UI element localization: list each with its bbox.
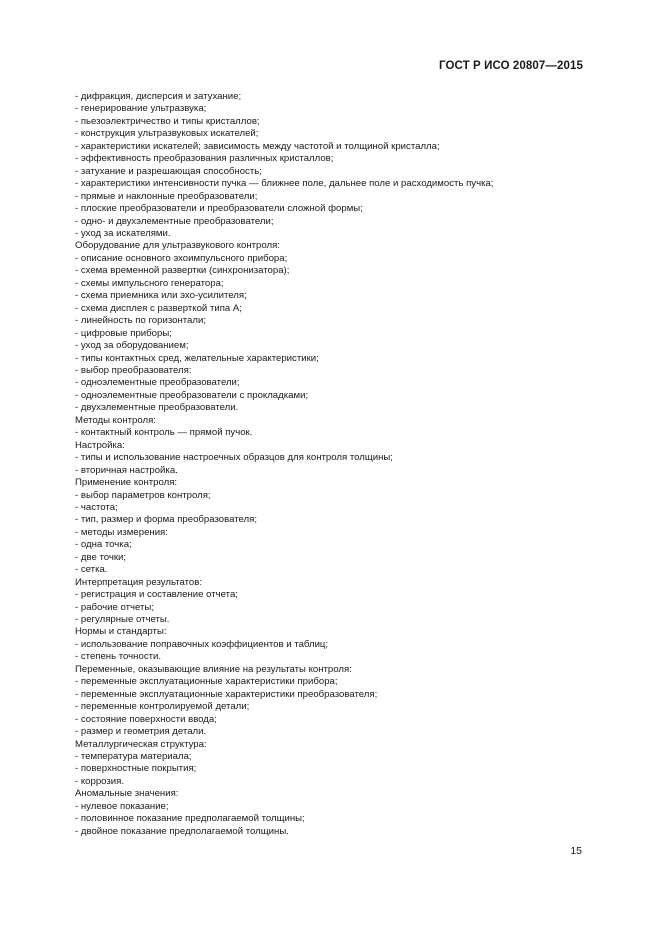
page-number: 15 bbox=[570, 845, 582, 857]
text-line: - размер и геометрия детали. bbox=[75, 726, 207, 738]
text-line: - вторичная настройка. bbox=[75, 464, 178, 476]
text-line: - схемы импульсного генератора; bbox=[75, 277, 224, 289]
text-line: - переменные эксплуатационные характеристики преобразователя; bbox=[75, 688, 378, 700]
text-line: - схема дисплея с разверткой типа А; bbox=[75, 302, 242, 314]
text-line: - частота; bbox=[75, 501, 118, 513]
text-line: - контактный контроль — прямой пучок. bbox=[75, 427, 253, 439]
document-body bbox=[75, 91, 595, 838]
text-line: Интерпретация результатов: bbox=[75, 576, 203, 588]
text-line: - нулевое показание; bbox=[75, 800, 169, 812]
text-line: - одно- и двухэлементные преобразователи; bbox=[75, 215, 274, 227]
text-line: - цифровые приборы; bbox=[75, 327, 172, 339]
text-line: - характеристики интенсивности пучка — ближнее поле, дальнее поле и расходимость пучка; bbox=[75, 178, 494, 190]
text-line: - регистрация и составление отчета; bbox=[75, 589, 238, 601]
text-line: - две точки; bbox=[75, 551, 127, 563]
text-line: Методы контроля: bbox=[75, 414, 156, 426]
text-line: Переменные, оказывающие влияние на результаты контроля: bbox=[75, 663, 352, 675]
text-line: - схема приемника или эхо-усилителя; bbox=[75, 290, 247, 302]
text-line: - одна точка; bbox=[75, 539, 132, 551]
text-line: Применение контроля: bbox=[75, 477, 178, 489]
text-line: - генерирование ультразвука; bbox=[75, 103, 207, 115]
text-line: - плоские преобразователи и преобразователи сложной формы; bbox=[75, 203, 363, 215]
text-line: - температура материала; bbox=[75, 751, 192, 763]
text-line: - переменные эксплуатационные характеристики прибора; bbox=[75, 676, 338, 688]
text-line: - переменные контролируемой детали; bbox=[75, 701, 250, 713]
text-line: Металлургическая структура: bbox=[75, 738, 207, 750]
text-line: - типы и использование настроечных образцов для контроля толщины; bbox=[75, 452, 393, 464]
text-line: - эффективность преобразования различных кристаллов; bbox=[75, 153, 334, 165]
text-line: - двухэлементные преобразователи. bbox=[75, 402, 239, 414]
text-line: - тип, размер и форма преобразователя; bbox=[75, 514, 257, 526]
text-line: - пьезоэлектричество и типы кристаллов; bbox=[75, 115, 260, 127]
text-line: - коррозия. bbox=[75, 775, 125, 787]
text-line: - состояние поверхности ввода; bbox=[75, 713, 217, 725]
text-line: - типы контактных сред, желательные характеристики; bbox=[75, 352, 319, 364]
text-line: - регулярные отчеты. bbox=[75, 614, 170, 626]
text-line: - выбор параметров контроля; bbox=[75, 489, 211, 501]
text-line: Настройка: bbox=[75, 439, 125, 451]
text-line: - описание основного эхоимпульсного прибора; bbox=[75, 252, 288, 264]
text-line: - двойное показание предполагаемой толщины. bbox=[75, 825, 289, 837]
text-line: - уход за искателями. bbox=[75, 227, 171, 239]
document-header: ГОСТ Р ИСО 20807—2015 bbox=[438, 60, 583, 72]
text-line: - линейность по горизонтали; bbox=[75, 315, 206, 327]
text-line: - дифракция, дисперсия и затухание; bbox=[75, 91, 242, 102]
text-line: Оборудование для ультразвукового контроля: bbox=[75, 240, 280, 252]
text-line: - конструкция ультразвуковых искателей; bbox=[75, 128, 259, 140]
text-line: - степень точности. bbox=[75, 651, 162, 663]
text-line: - затухание и разрешающая способность; bbox=[75, 165, 262, 177]
text-line: - рабочие отчеты; bbox=[75, 601, 154, 613]
text-line: - одноэлементные преобразователи; bbox=[75, 377, 240, 389]
text-line: - выбор преобразователя: bbox=[75, 364, 192, 376]
text-line: - использование поправочных коэффициентов и таблиц; bbox=[75, 638, 329, 650]
text-line: Аномальные значения: bbox=[75, 788, 179, 800]
text-line: - поверхностные покрытия; bbox=[75, 763, 197, 775]
text-line: Нормы и стандарты: bbox=[75, 626, 167, 638]
text-line: - прямые и наклонные преобразователи; bbox=[75, 190, 258, 202]
text-line: - методы измерения: bbox=[75, 526, 168, 538]
text-line: - сетка. bbox=[75, 564, 108, 576]
text-line: - схема временной развертки (синхронизатора); bbox=[75, 265, 290, 277]
text-line: - половинное показание предполагаемой толщины; bbox=[75, 813, 305, 825]
text-line: - уход за оборудованием; bbox=[75, 340, 189, 352]
text-line: - одноэлементные преобразователи с прокладками; bbox=[75, 389, 309, 401]
text-line: - характеристики искателей; зависимость между частотой и толщиной кристалла; bbox=[75, 140, 440, 152]
